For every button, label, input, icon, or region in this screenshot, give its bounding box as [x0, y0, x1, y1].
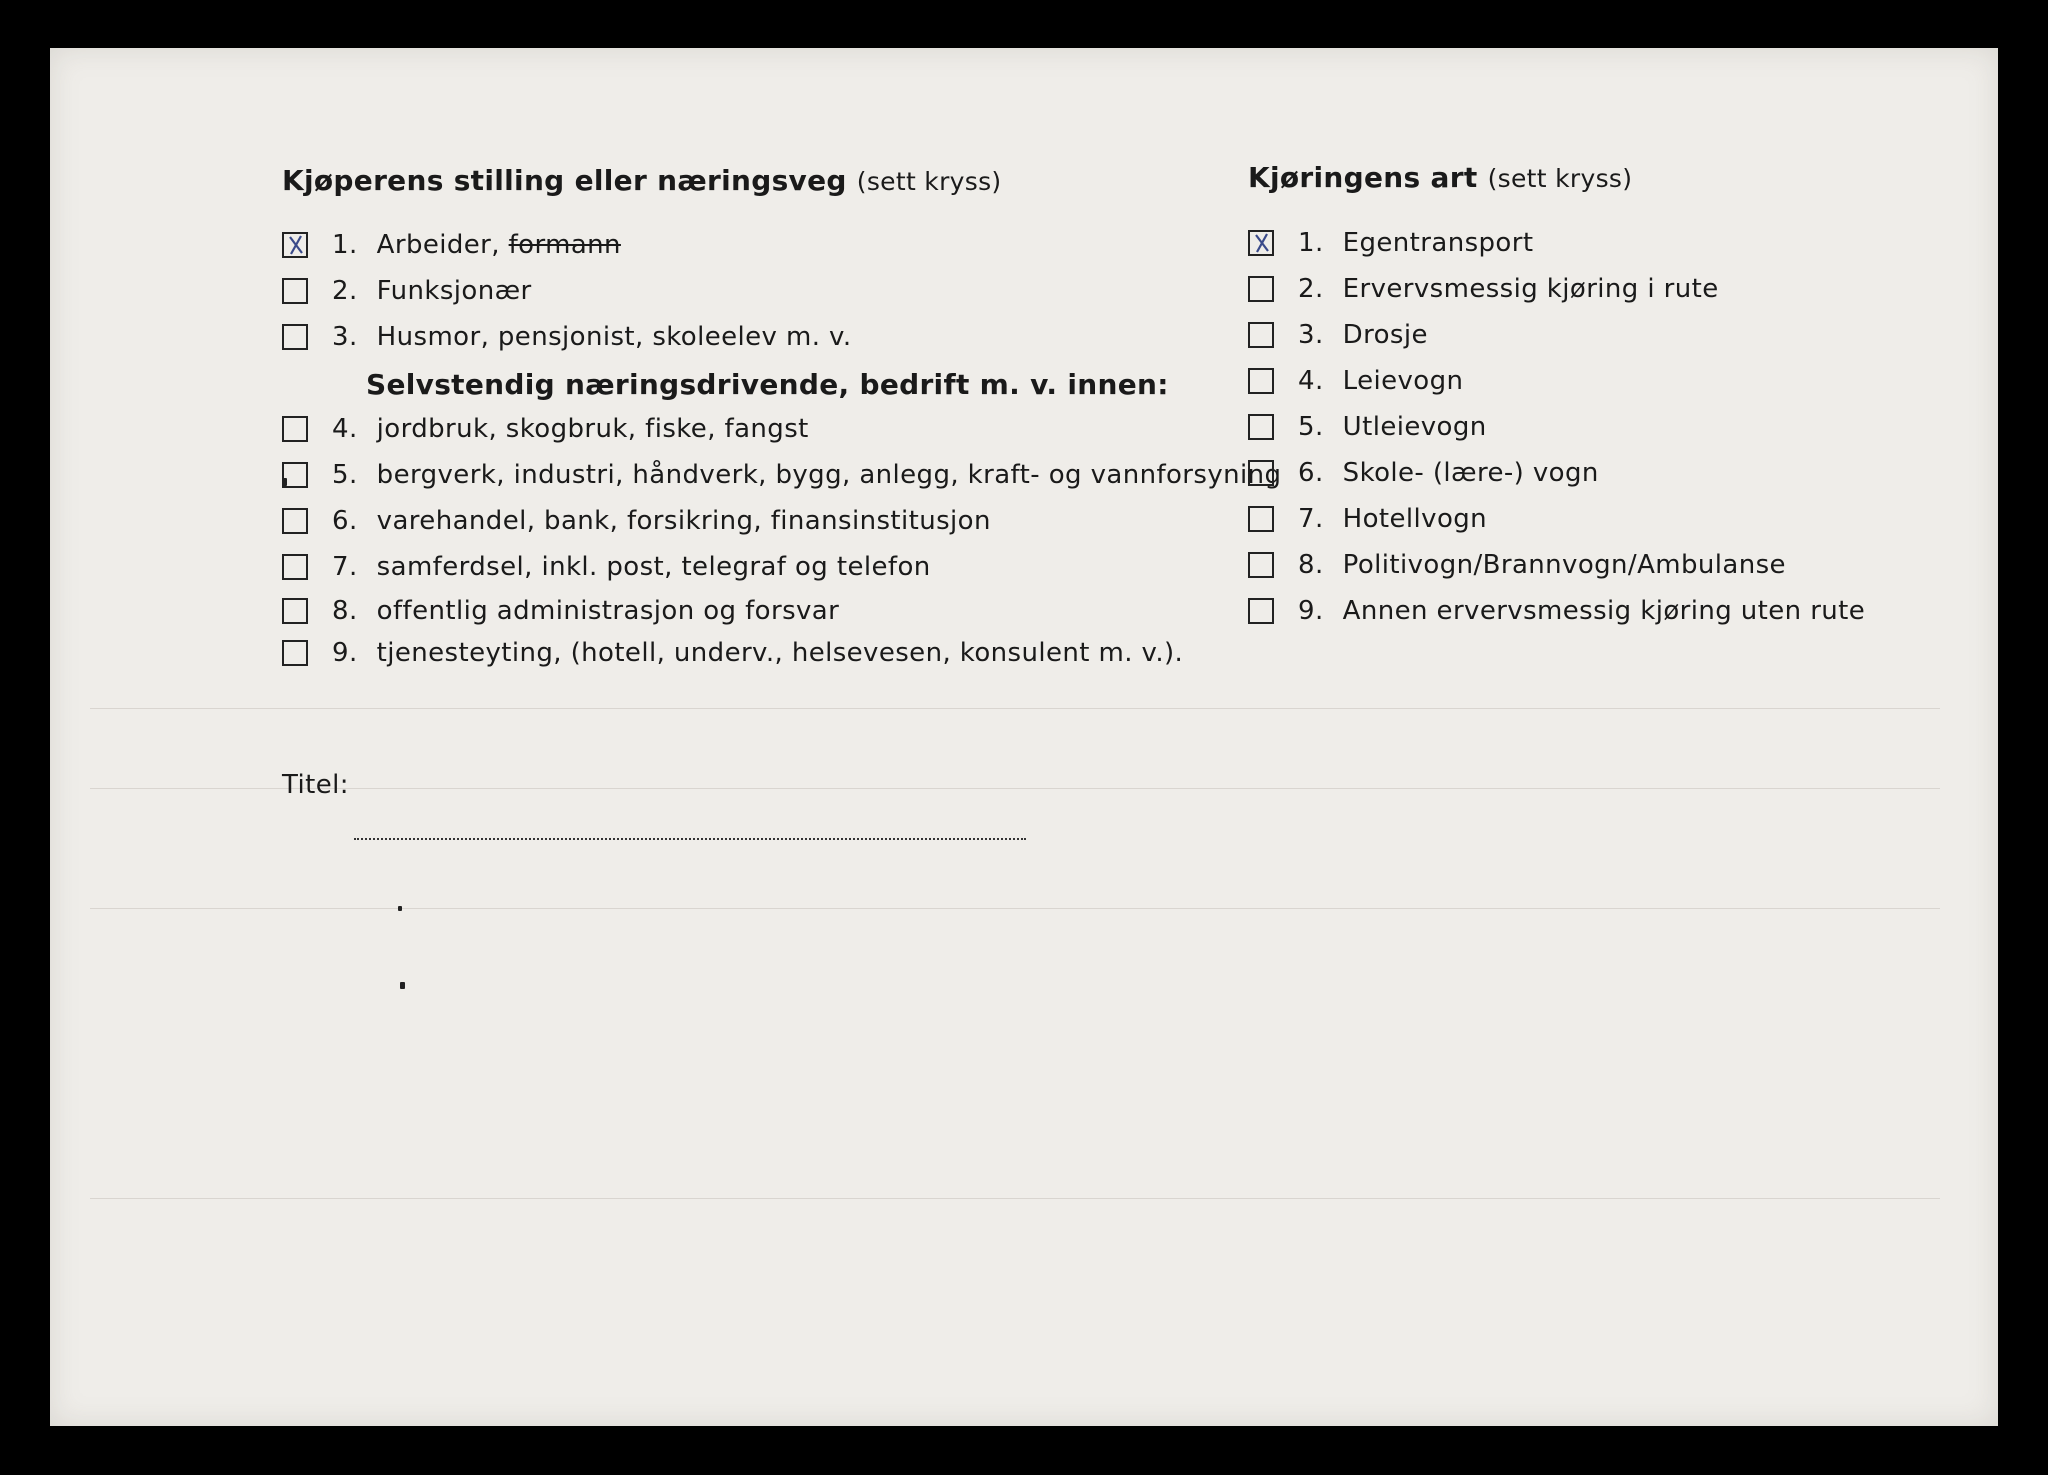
driving-item-3-num: 3. [1298, 320, 1324, 350]
buyer-item-8 [332, 596, 839, 626]
bleed-through-line [90, 908, 1940, 909]
buyer-item-9 [332, 638, 1183, 668]
driving-item-1-num: 1. [1298, 228, 1324, 258]
checkbox-buyer-2[interactable] [282, 278, 308, 304]
driving-type-heading-text: Kjøringens art [1248, 161, 1478, 194]
checkbox-driving-6[interactable] [1248, 460, 1274, 486]
buyer-item-7-num: 7. [332, 552, 358, 582]
buyer-item-9-label: tjenesteyting, (hotell, underv., helsevesen, konsulent m. v.). [376, 638, 1184, 668]
buyer-item-3 [332, 322, 852, 352]
form-page [50, 48, 1998, 1426]
buyer-item-6-num: 6. [332, 506, 358, 536]
checkbox-buyer-1[interactable] [282, 232, 308, 258]
checkbox-driving-7[interactable] [1248, 506, 1274, 532]
buyer-item-7-label: samferdsel, inkl. post, telegraf og telefon [376, 552, 931, 582]
driving-item-8 [1298, 550, 1786, 580]
driving-item-6-label: Skole- (lære-) vogn [1342, 458, 1599, 488]
ink-speck [398, 906, 402, 911]
buyer-item-1-label: Arbeider, [376, 230, 500, 260]
driving-item-2 [1298, 274, 1719, 304]
driving-item-7 [1298, 504, 1487, 534]
checkbox-driving-1[interactable] [1248, 230, 1274, 256]
buyer-item-3-num: 3. [332, 322, 358, 352]
buyer-item-6-label: varehandel, bank, forsikring, finansinstitusjon [376, 506, 991, 536]
buyer-item-4-label: jordbruk, skogbruk, fiske, fangst [376, 414, 809, 444]
checkbox-driving-3[interactable] [1248, 322, 1274, 348]
driving-item-5-num: 5. [1298, 412, 1324, 442]
ink-speck [282, 478, 287, 486]
buyer-item-1-num: 1. [332, 230, 358, 260]
buyer-occupation-heading [282, 164, 1001, 197]
driving-type-heading [1248, 161, 1632, 194]
checkbox-buyer-6[interactable] [282, 508, 308, 534]
driving-item-4-label: Leievogn [1342, 366, 1464, 396]
bleed-through-line [90, 708, 1940, 709]
buyer-item-7 [332, 552, 931, 582]
buyer-item-4-num: 4. [332, 414, 358, 444]
driving-item-8-label: Politivogn/Brannvogn/Ambulanse [1342, 550, 1786, 580]
buyer-occupation-heading-note: (sett kryss) [856, 167, 1002, 196]
driving-item-5-label: Utleievogn [1342, 412, 1487, 442]
checkbox-buyer-9[interactable] [282, 640, 308, 666]
driving-item-9-num: 9. [1298, 596, 1324, 626]
buyer-item-5-label: bergverk, industri, håndverk, bygg, anlegg, kraft- og vannforsyning [376, 460, 1282, 490]
buyer-item-3-label: Husmor, pensjonist, skoleelev m. v. [376, 322, 852, 352]
driving-item-8-num: 8. [1298, 550, 1324, 580]
buyer-item-8-label: offentlig administrasjon og forsvar [376, 596, 840, 626]
checkbox-buyer-7[interactable] [282, 554, 308, 580]
titel-input-line[interactable] [354, 838, 1026, 840]
driving-type-heading-note: (sett kryss) [1487, 164, 1633, 193]
buyer-item-2 [332, 276, 532, 306]
checkbox-buyer-4[interactable] [282, 416, 308, 442]
driving-item-7-num: 7. [1298, 504, 1324, 534]
checkbox-buyer-3[interactable] [282, 324, 308, 350]
driving-item-7-label: Hotellvogn [1342, 504, 1488, 534]
buyer-item-1-struck: formann [508, 230, 621, 260]
driving-item-9 [1298, 596, 1865, 626]
buyer-item-6 [332, 506, 991, 536]
driving-item-4 [1298, 366, 1463, 396]
driving-item-2-label: Ervervsmessig kjøring i rute [1342, 274, 1719, 304]
driving-item-1 [1298, 228, 1533, 258]
checkbox-driving-5[interactable] [1248, 414, 1274, 440]
buyer-item-8-num: 8. [332, 596, 358, 626]
driving-item-6-num: 6. [1298, 458, 1324, 488]
buyer-item-5 [332, 460, 1281, 490]
titel-label: Titel: [282, 770, 349, 800]
driving-item-2-num: 2. [1298, 274, 1324, 304]
checkbox-driving-4[interactable] [1248, 368, 1274, 394]
driving-item-5 [1298, 412, 1487, 442]
driving-item-1-label: Egentransport [1342, 228, 1534, 258]
checkbox-driving-9[interactable] [1248, 598, 1274, 624]
buyer-item-2-label: Funksjonær [376, 276, 532, 306]
buyer-item-1 [332, 230, 621, 260]
checkbox-driving-2[interactable] [1248, 276, 1274, 302]
buyer-item-5-num: 5. [332, 460, 358, 490]
bleed-through-line [90, 788, 1940, 789]
driving-item-9-label: Annen ervervsmessig kjøring uten rute [1342, 596, 1866, 626]
buyer-occupation-heading-text: Kjøperens stilling eller næringsveg [282, 164, 847, 197]
ink-speck [400, 982, 405, 989]
driving-item-3 [1298, 320, 1428, 350]
check-x-icon [285, 234, 307, 256]
check-x-icon [1251, 232, 1273, 254]
driving-item-3-label: Drosje [1342, 320, 1428, 350]
buyer-item-4 [332, 414, 809, 444]
driving-item-6 [1298, 458, 1599, 488]
driving-item-4-num: 4. [1298, 366, 1324, 396]
checkbox-buyer-8[interactable] [282, 598, 308, 624]
buyer-item-2-num: 2. [332, 276, 358, 306]
buyer-item-9-num: 9. [332, 638, 358, 668]
checkbox-driving-8[interactable] [1248, 552, 1274, 578]
bleed-through-line [90, 1198, 1940, 1199]
self-employed-subheading: Selvstendig næringsdrivende, bedrift m. v. innen: [366, 368, 1169, 401]
